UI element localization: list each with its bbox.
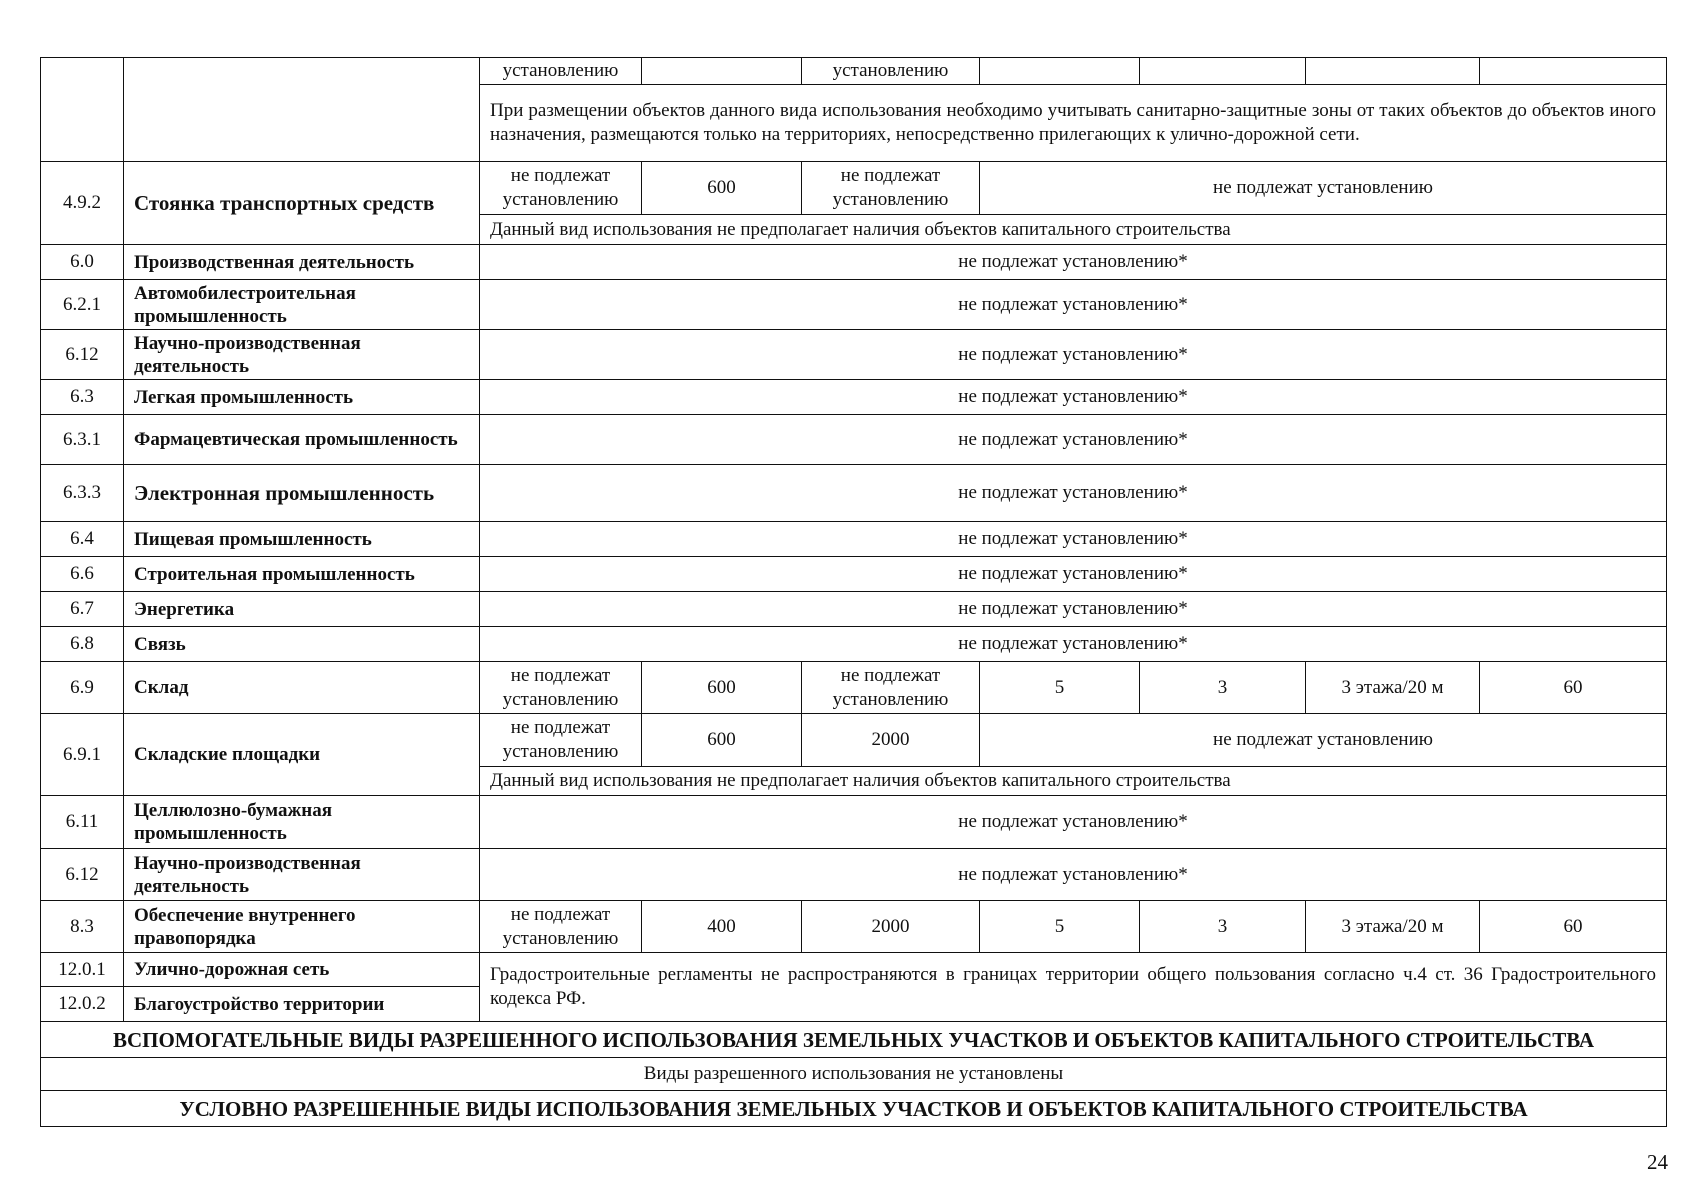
value-cell: 600 [642,662,802,714]
value-cell: не подлежат установлению [980,714,1667,767]
name-cell: Улично-дорожная сеть [124,953,480,987]
name-cell: Легкая промышленность [124,380,480,415]
code-cell: 6.6 [41,557,124,592]
value-cell: не подлежат установлению* [480,849,1667,901]
code-cell: 6.8 [41,627,124,662]
name-cell: Связь [124,627,480,662]
table-row [41,849,1667,901]
value-cell: не подлежат установлению [480,162,642,215]
value-cell: не подлежат установлению [802,662,980,714]
name-cell: Обеспечение внутреннего правопорядка [124,901,480,953]
name-cell: Складские площадки [124,714,480,796]
code-cell: 6.9 [41,662,124,714]
name-cell: Автомобилестроительная промышленность [124,280,480,330]
table-row [41,58,1667,85]
value-cell: 600 [642,714,802,767]
code-cell: 6.2.1 [41,280,124,330]
value-cell: установлению [802,58,980,85]
value-cell: 3 [1140,662,1306,714]
code-cell: 8.3 [41,901,124,953]
value-cell: не подлежат установлению [802,162,980,215]
table-row [41,953,1667,987]
name-cell: Научно-производственная деятельность [124,330,480,380]
name-cell [124,58,480,162]
code-cell: 6.3 [41,380,124,415]
code-cell: 6.4 [41,522,124,557]
name-cell: Производственная деятельность [124,245,480,280]
table-row [41,162,1667,215]
value-cell: 3 [1140,901,1306,953]
name-cell: Целлюлозно-бумажная промышленность [124,796,480,849]
name-cell: Научно-производственная деятельность [124,849,480,901]
value-cell: 60 [1480,901,1667,953]
value-cell: не подлежат установлению* [480,465,1667,522]
code-cell [41,58,124,162]
table-row [41,901,1667,953]
value-cell: не подлежат установлению* [480,380,1667,415]
table-row [41,245,1667,280]
value-cell: не подлежат установлению* [480,592,1667,627]
value-cell [1306,58,1480,85]
page-number: 24 [1647,1150,1668,1174]
code-cell: 6.7 [41,592,124,627]
value-cell: 2000 [802,714,980,767]
value-cell [1480,58,1667,85]
value-cell [1140,58,1306,85]
regulations-table-container [40,57,1666,1127]
name-cell: Энергетика [124,592,480,627]
table-row [41,627,1667,662]
table-row [41,330,1667,380]
name-cell: Фармацевтическая промышленность [124,415,480,465]
name-cell: Стоянка транспортных средств [124,162,480,245]
code-cell: 6.3.1 [41,415,124,465]
value-cell: 600 [642,162,802,215]
value-cell: не подлежат установлению* [480,557,1667,592]
note-cell: При размещении объектов данного вида использования необходимо учитывать санитарно-защитные зоны от таких объектов до объектов иного назначения, размещаются только на территориях, непосредственно прилегающих к улично-дорожной сети. [480,85,1667,162]
value-cell: 60 [1480,662,1667,714]
table-row [41,465,1667,522]
value-cell: не подлежат установлению* [480,796,1667,849]
name-cell: Электронная промышленность [124,465,480,522]
code-cell: 4.9.2 [41,162,124,245]
section-heading-auxiliary: ВСПОМОГАТЕЛЬНЫЕ ВИДЫ РАЗРЕШЕННОГО ИСПОЛЬЗОВАНИЯ ЗЕМЕЛЬНЫХ УЧАСТКОВ И ОБЪЕКТОВ КАПИТАЛЬНОГО СТРОИТЕЛЬСТВА [41,1022,1667,1058]
value-cell: не подлежат установлению [480,662,642,714]
value-cell: не подлежат установлению [480,901,642,953]
value-cell: 400 [642,901,802,953]
section-text: Виды разрешенного использования не установлены [41,1058,1667,1091]
value-cell: не подлежат установлению* [480,627,1667,662]
table-row [41,557,1667,592]
value-cell: 5 [980,901,1140,953]
table-row [41,280,1667,330]
name-cell: Склад [124,662,480,714]
code-cell: 6.0 [41,245,124,280]
value-cell: 3 этажа/20 м [1306,901,1480,953]
name-cell: Благоустройство территории [124,987,480,1022]
table-row [41,592,1667,627]
code-cell: 6.12 [41,330,124,380]
value-cell: не подлежат установлению [480,714,642,767]
code-cell: 12.0.2 [41,987,124,1022]
name-cell: Пищевая промышленность [124,522,480,557]
value-cell: не подлежат установлению* [480,245,1667,280]
table-row [41,1091,1667,1127]
code-cell: 6.9.1 [41,714,124,796]
table-row [41,522,1667,557]
value-cell: не подлежат установлению* [480,330,1667,380]
table-row [41,662,1667,714]
table-row [41,1022,1667,1058]
value-cell: не подлежат установлению* [480,522,1667,557]
section-heading-conditional: УСЛОВНО РАЗРЕШЕННЫЕ ВИДЫ ИСПОЛЬЗОВАНИЯ ЗЕМЕЛЬНЫХ УЧАСТКОВ И ОБЪЕКТОВ КАПИТАЛЬНОГО СТРОИТЕЛЬСТВА [41,1091,1667,1127]
value-cell: 5 [980,662,1140,714]
code-cell: 12.0.1 [41,953,124,987]
value-cell: не подлежат установлению* [480,280,1667,330]
table-row [41,380,1667,415]
value-cell: 2000 [802,901,980,953]
table-row [41,1058,1667,1091]
note-cell: Данный вид использования не предполагает наличия объектов капитального строительства [480,215,1667,245]
code-cell: 6.12 [41,849,124,901]
table-row [41,714,1667,767]
value-cell [642,58,802,85]
code-cell: 6.3.3 [41,465,124,522]
name-cell: Строительная промышленность [124,557,480,592]
note-cell: Данный вид использования не предполагает наличия объектов капитального строительства [480,767,1667,796]
value-cell [980,58,1140,85]
regulations-table [40,57,1667,1127]
value-cell: не подлежат установлению [980,162,1667,215]
note-cell: Градостроительные регламенты не распространяются в границах территории общего пользования согласно ч.4 ст. 36 Градостроительного кодекса РФ. [480,953,1667,1022]
table-row [41,415,1667,465]
code-cell: 6.11 [41,796,124,849]
value-cell: 3 этажа/20 м [1306,662,1480,714]
table-row [41,796,1667,849]
value-cell: не подлежат установлению* [480,415,1667,465]
value-cell: установлению [480,58,642,85]
